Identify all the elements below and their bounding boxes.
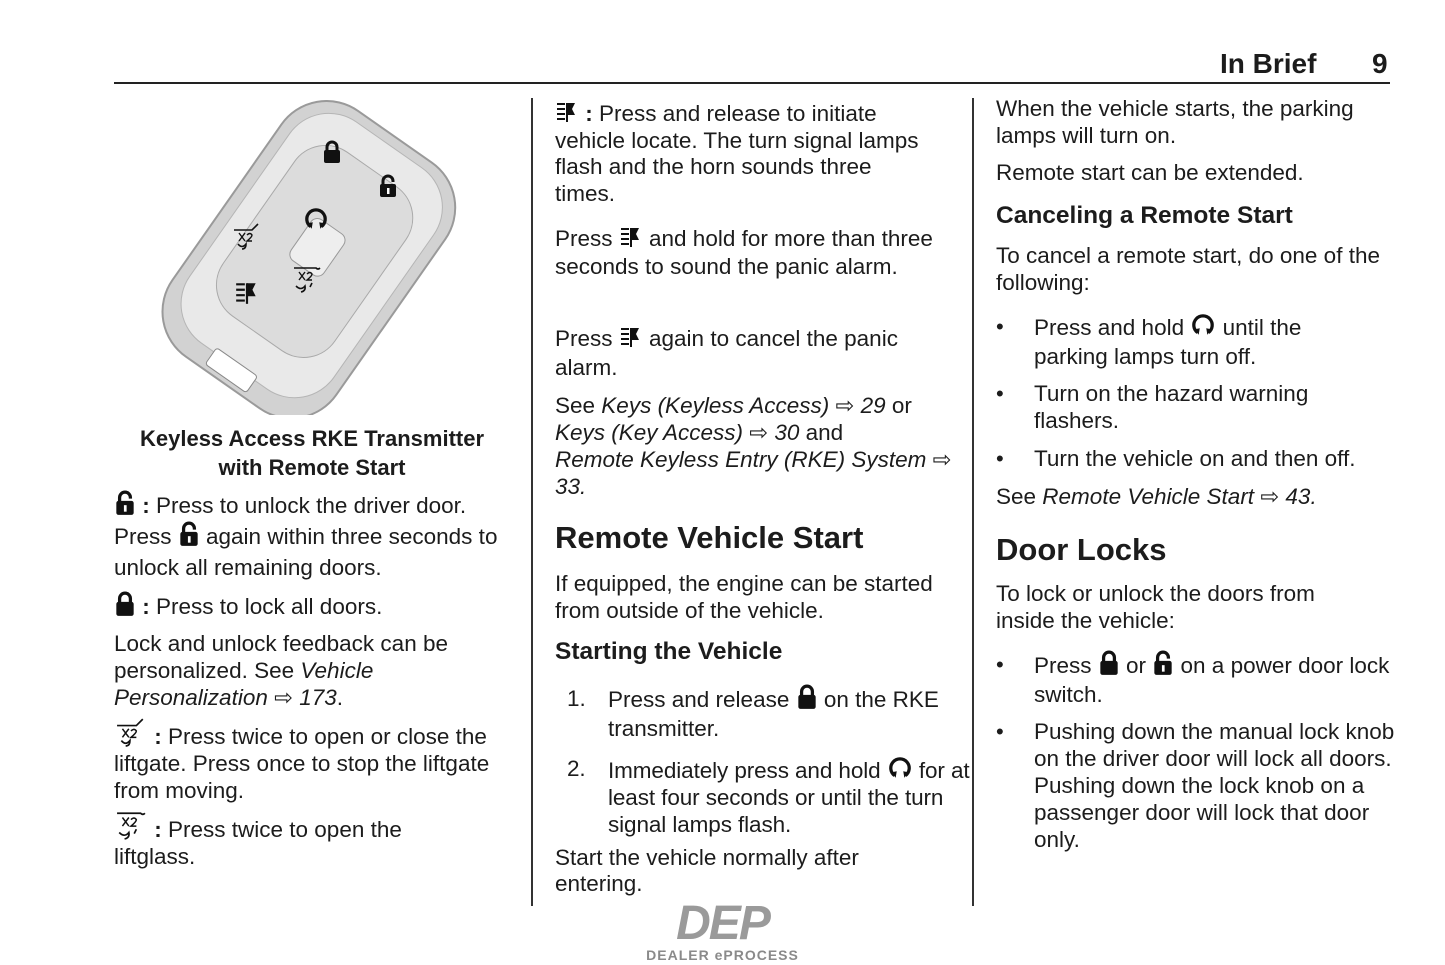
step-2	[567, 755, 970, 838]
colon: :	[136, 594, 156, 619]
section-title: In Brief	[1220, 48, 1317, 79]
bullet: •	[996, 446, 1004, 471]
see-also-paragraph	[555, 392, 960, 500]
text: Pushing down the manual lock knob on the driver door will lock all doors. Pushing down the lock knob on a passenger door will lock that door only.	[1034, 719, 1395, 852]
text: Lock and unlock feedback can be personalized. See	[114, 631, 448, 683]
text: again within three seconds to unlock all remaining doors.	[114, 524, 498, 580]
text: Press and release	[608, 687, 796, 712]
text: Press	[555, 226, 619, 251]
liftgate-icon	[114, 717, 148, 747]
lock-bullet-2	[996, 718, 1419, 853]
door-locks-intro: To lock or unlock the doors from inside the vehicle:	[996, 581, 1315, 633]
text: See	[996, 484, 1043, 509]
remote-start-icon	[887, 755, 913, 781]
remote-start-icon	[1190, 312, 1216, 338]
column-divider	[972, 98, 974, 906]
step-1	[567, 684, 948, 743]
subheading-canceling-remote-start: Canceling a Remote Start	[996, 202, 1293, 229]
text: Press and release to initiate vehicle locate. The turn signal lamps flash and the horn sounds three times.	[555, 101, 919, 206]
liftglass-icon	[114, 810, 148, 840]
dealer-eprocess-watermark	[625, 897, 820, 963]
cancel-bullet-2	[996, 380, 1374, 434]
text: Press	[1034, 653, 1098, 678]
column-divider	[531, 98, 533, 906]
text: and	[799, 420, 844, 445]
bullet: •	[996, 652, 1004, 677]
page-reference[interactable]: 43	[1279, 484, 1311, 509]
page-reference[interactable]: 30	[768, 420, 800, 445]
arrow-icon: ⇨	[267, 685, 300, 710]
text: .	[336, 685, 344, 710]
liftgate-paragraph	[114, 717, 514, 804]
lock-icon	[114, 591, 136, 617]
caption-line: Keyless Access RKE Transmitter	[139, 426, 485, 451]
unlock-icon	[1152, 650, 1174, 676]
step-number: 1.	[567, 686, 586, 711]
header-rule	[114, 82, 1390, 84]
bullet: •	[996, 719, 1004, 744]
text: Immediately press and hold	[608, 758, 887, 783]
lock-bullet-1	[996, 650, 1404, 709]
text: Press twice to open the liftglass.	[114, 817, 402, 869]
page-reference[interactable]: 33	[555, 474, 581, 499]
text: Turn on the hazard warning flashers.	[1034, 381, 1309, 433]
text: on a power door lock switch.	[1034, 653, 1390, 707]
text: Press twice to open or close the liftgate. Press once to stop the liftgate from moving.	[114, 724, 490, 803]
start-normally-paragraph: Start the vehicle normally after entering.	[555, 845, 859, 896]
caption-line: with Remote Start	[218, 455, 406, 480]
cross-reference-link[interactable]: Remote Keyless Entry (RKE) System	[555, 447, 927, 472]
arrow-icon: ⇨	[926, 447, 952, 472]
unlock-icon	[114, 490, 136, 516]
section-heading-remote-vehicle-start: Remote Vehicle Start	[555, 520, 864, 555]
cancel-bullet-1	[996, 312, 1374, 371]
arrow-icon: ⇨	[742, 420, 769, 445]
feedback-paragraph	[114, 630, 504, 711]
text: Press and hold	[1034, 315, 1191, 340]
liftglass-paragraph	[114, 810, 444, 870]
text: until the parking lamps turn off.	[1034, 315, 1302, 369]
text: or	[1119, 653, 1153, 678]
step-number: 2.	[567, 756, 586, 781]
text: on the RKE transmitter.	[608, 687, 939, 741]
colon: :	[148, 724, 168, 749]
text: Press to lock all doors.	[156, 594, 383, 619]
text: or	[885, 393, 912, 418]
panic-paragraph	[555, 225, 935, 281]
see-remote-start-paragraph	[996, 483, 1391, 510]
cross-reference-link[interactable]: Remote Vehicle Start	[1042, 484, 1255, 509]
lock-paragraph	[114, 591, 514, 620]
cancel-bullet-3	[996, 445, 1414, 472]
text: .	[580, 474, 587, 499]
watermark-logo: DEP	[676, 897, 769, 950]
watermark-name: DEALER ePROCESS	[646, 947, 799, 963]
page-reference[interactable]: 173	[299, 685, 337, 710]
vehicle-locate-icon	[555, 100, 579, 124]
bullet: •	[996, 314, 1004, 339]
unlock-paragraph	[114, 490, 514, 583]
text: and hold for more than three seconds to sound the panic alarm.	[555, 226, 933, 279]
colon: :	[136, 493, 156, 518]
cancel-panic-paragraph	[555, 324, 940, 382]
cross-reference-link[interactable]: Keys (Key Access)	[555, 420, 743, 445]
cancel-intro: To cancel a remote start, do one of the following:	[996, 243, 1380, 295]
text: Press	[114, 524, 178, 549]
vehicle-locate-icon	[619, 325, 643, 349]
text: again to cancel the panic alarm.	[555, 326, 898, 380]
section-heading-door-locks: Door Locks	[996, 532, 1167, 567]
unlock-icon	[178, 521, 200, 547]
text: Turn the vehicle on and then off.	[1034, 446, 1356, 471]
cross-reference-link[interactable]: Vehicle Personalization	[114, 658, 374, 710]
rke-transmitter-illustration	[150, 100, 470, 415]
arrow-icon: ⇨	[1254, 484, 1280, 509]
subheading-starting-the-vehicle: Starting the Vehicle	[555, 638, 783, 665]
vehicle-locate-icon	[619, 225, 643, 249]
text: .	[1310, 484, 1317, 509]
text: See	[555, 393, 602, 418]
lock-icon	[1098, 650, 1120, 676]
parking-lamps-paragraph: When the vehicle starts, the parking lamps will turn on.	[996, 96, 1354, 148]
text: for at least four seconds or until the turn signal lamps flash.	[608, 758, 970, 837]
page-number: 9	[1372, 48, 1388, 79]
remote-start-intro: If equipped, the engine can be started from outside of the vehicle.	[555, 571, 933, 623]
figure-caption	[114, 424, 510, 482]
text: Press	[555, 326, 619, 351]
arrow-icon: ⇨	[829, 393, 855, 418]
page-reference[interactable]: 29	[854, 393, 886, 418]
text: Press to unlock the driver door.	[156, 493, 467, 518]
lock-icon	[796, 684, 818, 710]
cross-reference-link[interactable]: Keys (Keyless Access)	[601, 393, 830, 418]
bullet: •	[996, 381, 1004, 406]
extended-paragraph: Remote start can be extended.	[996, 160, 1304, 185]
colon: :	[148, 817, 168, 842]
colon: :	[579, 101, 599, 126]
locate-paragraph	[555, 100, 925, 207]
